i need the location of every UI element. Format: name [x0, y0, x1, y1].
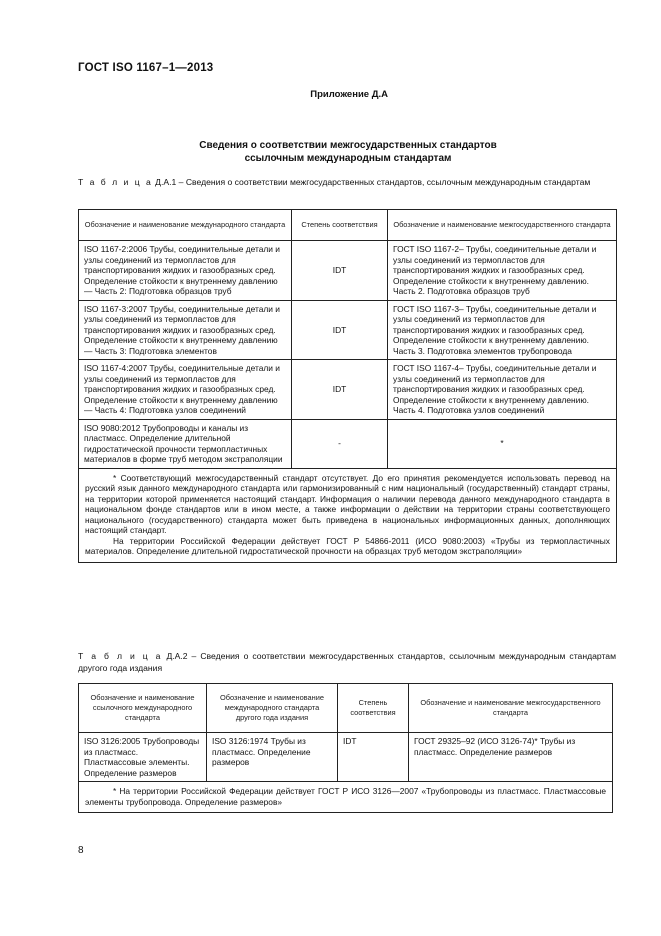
- table1-row2-intl: ISO 1167-3:2007 Трубы, соединительные детали и узлы соединений из термопластов для транспортирования жидких и газообразных сред. Определение стойкости к внутреннему давлению — Часть 3: Подготовка элементов: [79, 300, 292, 360]
- table2-row1-ref: ISO 3126:2005 Трубопроводы из пластмасс. Пластмассовые элементы. Определение размеров: [79, 733, 207, 782]
- table1-row4-intl: ISO 9080:2012 Трубопроводы и каналы из пластмасс. Определение длительной гидростатической прочности термопластичных материалов в форме труб методом экстраполяции: [79, 419, 292, 468]
- table-row: [79, 419, 617, 468]
- table2-row1-degree: IDT: [338, 733, 409, 782]
- table2-header-other: Обозначение и наименование международного стандарта другого года издания: [207, 684, 338, 733]
- table1-note-row: [79, 468, 617, 562]
- table1-footnote: [79, 468, 617, 562]
- table2-header-row: [79, 684, 613, 733]
- table1-note-1: * Соответствующий межгосударственный стандарт отсутствует. До его принятия рекомендуется использовать перевод на русский язык данного международного стандарта или гармонизированный с ним национальный (государственный) стандарт страны, на территории которой применяется настоящий стандарт. Информация о наличии перевода данного международного стандарта в национальном фонде стандартов или в ином месте, а также информации о действии на территории страны соответствующего национального (государственного) стандарта может быть приведена в национальных информационных данных, дополняющих настоящий стандарт.: [85, 472, 610, 535]
- table2-note-row: [79, 782, 613, 813]
- table1-row4-national: *: [388, 419, 617, 468]
- table1-row1-degree: IDT: [292, 241, 388, 301]
- table1-row1-national: ГОСТ ISO 1167-2– Трубы, соединительные детали и узлы соединений из термопластов для транспортирования жидких и газообразных сред. Определение стойкости к внутреннему давлению. Часть 2. Подготовка образцов труб: [388, 241, 617, 301]
- document-code: ГОСТ ISO 1167–1—2013: [78, 62, 214, 74]
- table-row: [79, 241, 617, 301]
- table1-row4-degree: -: [292, 419, 388, 468]
- table2-header-ref: Обозначение и наименование ссылочного международного стандарта: [79, 684, 207, 733]
- table1-row1-intl: ISO 1167-2:2006 Трубы, соединительные детали и узлы соединений из термопластов для транспортирования жидких и газообразных сред. Определение стойкости к внутреннему давлению — Часть 2: Подготовка образцов труб: [79, 241, 292, 301]
- table1-header-national: Обозначение и наименование межгосударственного стандарта: [388, 210, 617, 241]
- table1-row3-intl: ISO 1167-4:2007 Трубы, соединительные детали и узлы соединений из термопластов для транспортирования жидких и газообразных сред. Определение стойкости к внутреннему давлению — Часть 4: Подготовка узлов соединений: [79, 360, 292, 420]
- table-row: [79, 360, 617, 420]
- section-heading-line-1: Сведения о соответствии межгосударственных стандартов: [199, 140, 497, 151]
- table2-footnote: [79, 782, 613, 813]
- table1-row3-degree: IDT: [292, 360, 388, 420]
- table2-note: * На территории Российской Федерации действует ГОСТ Р ИСО 3126—2007 «Трубопроводы из пластмасс. Пластмассовые элементы трубопровода. Определение размеров»: [85, 786, 606, 807]
- table1-caption-lead: Т а б л и ц а: [78, 177, 153, 187]
- page-number: 8: [78, 845, 84, 856]
- table1-caption: [78, 177, 616, 189]
- table1-header-intl: Обозначение и наименование международного стандарта: [79, 210, 292, 241]
- table2-header-national: Обозначение и наименование межгосударственного стандарта: [409, 684, 613, 733]
- appendix-title: Приложение Д.А: [310, 89, 388, 100]
- table2-caption-text: Д.А.2 – Сведения о соответствии межгосударственных стандартов, ссылочным международным стандартам другого года издания: [78, 651, 616, 673]
- table1-row3-national: ГОСТ ISO 1167-4– Трубы, соединительные детали и узлы соединений из термопластов для транспортирования жидких и газообразных сред. Определение стойкости к внутреннему давлению. Часть 4. Подготовка узлов соединений: [388, 360, 617, 420]
- table1-caption-text: Д.А.1 – Сведения о соответствии межгосударственных стандартов, ссылочным международным стандартам: [152, 177, 591, 187]
- table1-row2-national: ГОСТ ISO 1167-3– Трубы, соединительные детали и узлы соединений из термопластов для транспортирования жидких и газообразных сред. Определение стойкости к внутреннему давлению. Часть 3. Подготовка элементов трубопровода: [388, 300, 617, 360]
- table2-caption-lead: Т а б л и ц а: [78, 651, 163, 661]
- table2-row1-national: ГОСТ 29325–92 (ИСО 3126-74)* Трубы из пластмасс. Определение размеров: [409, 733, 613, 782]
- section-heading-line-2: ссылочным международным стандартам: [244, 153, 452, 164]
- table1-note-2: На территории Российской Федерации действует ГОСТ Р 54866-2011 (ИСО 9080:2003) «Трубы из термопластичных материалов. Определение длительной гидростатической прочности на образцах труб методом экстраполяции»: [85, 535, 610, 556]
- table-row: [79, 300, 617, 360]
- section-heading: [78, 139, 618, 165]
- table1-row2-degree: IDT: [292, 300, 388, 360]
- table2-row1-other: ISO 3126:1974 Трубы из пластмасс. Определение размеров: [207, 733, 338, 782]
- table2-header-degree: Степень соответствия: [338, 684, 409, 733]
- table1-header-degree: Степень соответствия: [292, 210, 388, 241]
- table2: [78, 683, 613, 813]
- table-row: [79, 733, 613, 782]
- table2-caption: [78, 651, 616, 674]
- table1-header-row: [79, 210, 617, 241]
- table1: [78, 209, 617, 563]
